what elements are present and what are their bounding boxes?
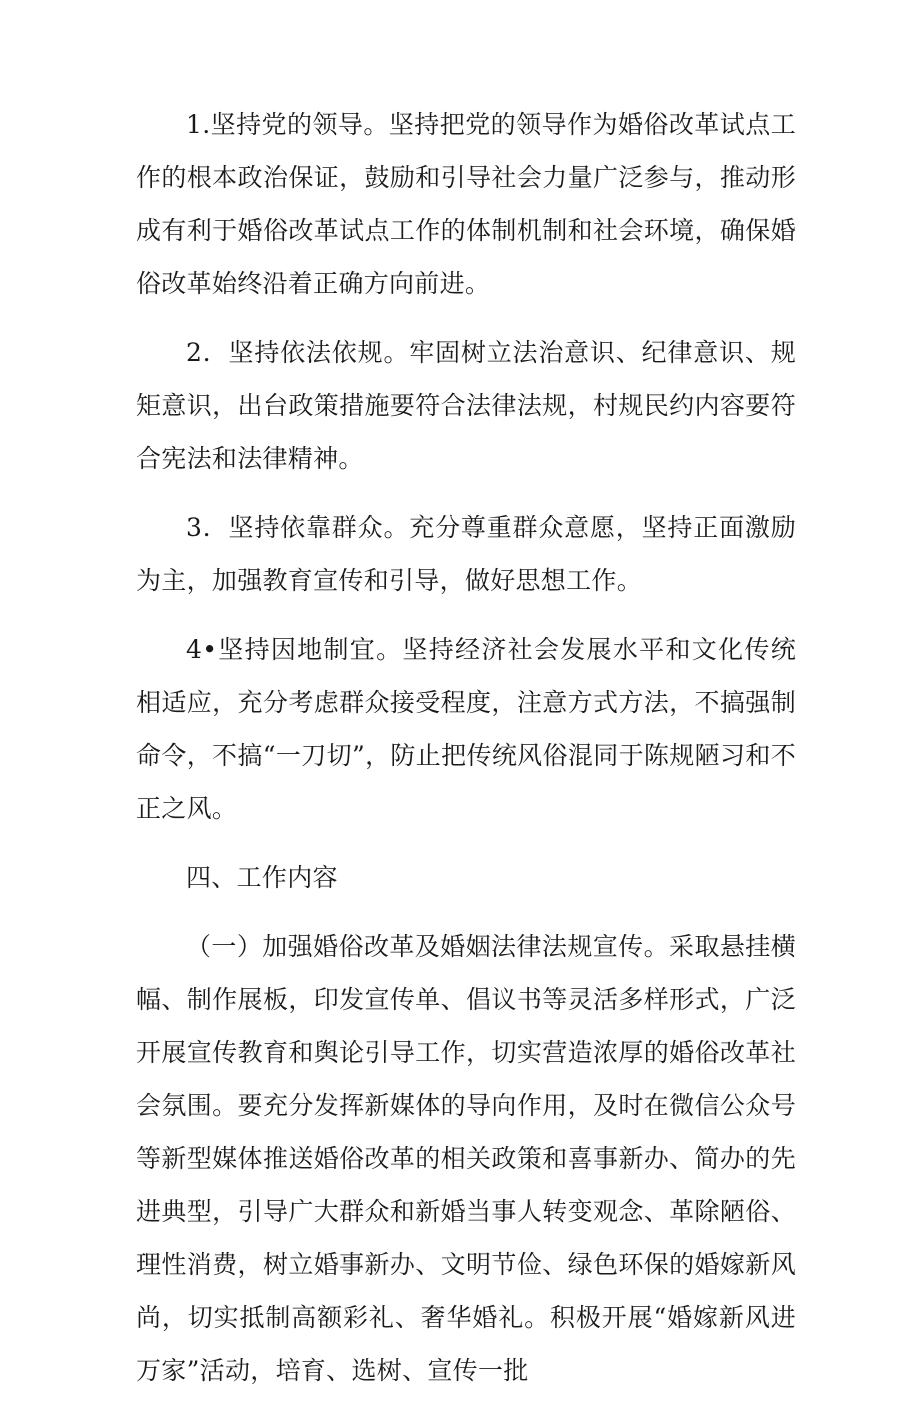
document-page xyxy=(136,98,796,1413)
principle-2-paragraph: 2．坚持依法依规。牢固树立法治意识、纪律意识、规矩意识，出台政策措施要符合法律法规，村规民约内容要符合宪法和法律精神。 xyxy=(136,338,796,473)
content-1-paragraph: （一）加强婚俗改革及婚姻法律法规宣传。采取悬挂横幅、制作展板，印发宣传单、倡议书等灵活多样形式，广泛开展宣传教育和舆论引导工作，切实营造浓厚的婚俗改革社会氛围。要充分发挥新媒体的导向作用，及时在微信公众号等新型媒体推送婚俗改革的相关政策和喜事新办、简办的先进典型，引导广大群众和新婚当事人转变观念、革除陋俗、理性消费，树立婚事新办、文明节俭、绿色环保的婚嫁新风尚，切实抵制高额彩礼、奢华婚礼。积极开展“婚嫁新风进万家”活动，培育、选树、宣传一批 xyxy=(136,932,796,1385)
section-heading: 四、工作内容 xyxy=(186,863,338,892)
principle-4-paragraph: 4•坚持因地制宜。坚持经济社会发展水平和文化传统相适应，充分考虑群众接受程度，注意方式方法，不搞强制命令，不搞“一刀切”，防止把传统风俗混同于陈规陋习和不正之风。 xyxy=(136,635,796,823)
principle-1-paragraph: 1.坚持党的领导。坚持把党的领导作为婚俗改革试点工作的根本政治保证，鼓励和引导社会力量广泛参与，推动形成有利于婚俗改革试点工作的体制机制和社会环境，确保婚俗改革始终沿着正确方向前进。 xyxy=(136,110,796,298)
principle-3-paragraph: 3．坚持依靠群众。充分尊重群众意愿，坚持正面激励为主，加强教育宣传和引导，做好思想工作。 xyxy=(136,513,796,595)
